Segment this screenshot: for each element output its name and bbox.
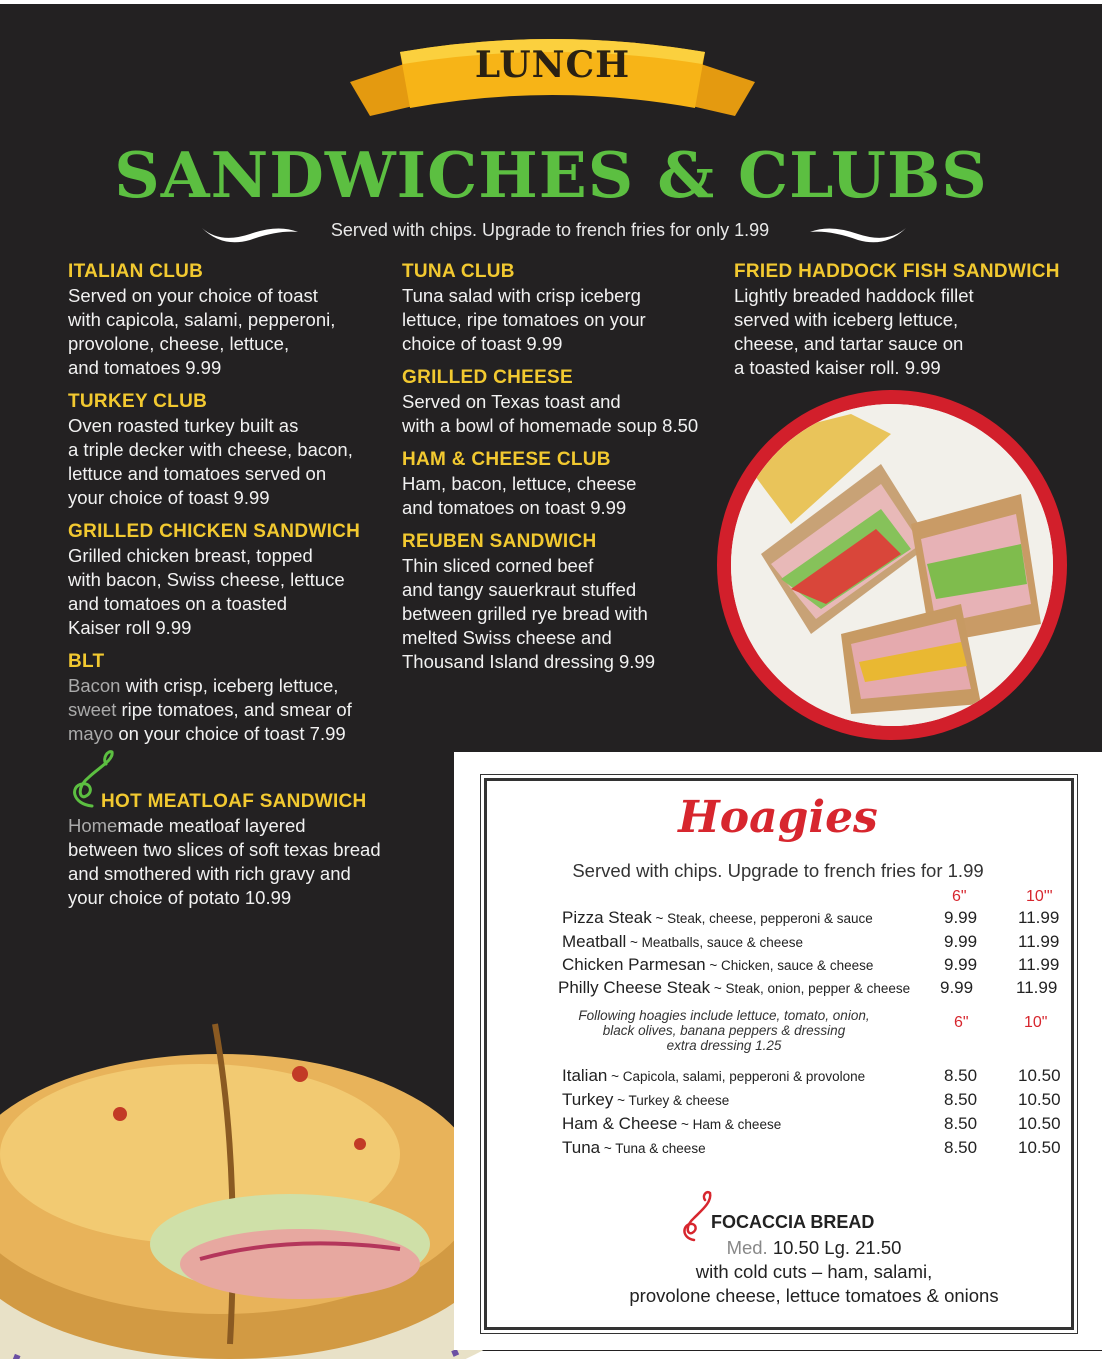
swash-right	[808, 218, 908, 244]
menu-item	[402, 448, 732, 520]
item-title: GRILLED CHICKEN SANDWICH	[68, 521, 361, 542]
item-description: Served on your choice of toast with capicola, salami, pepperoni, provolone, cheese, lettuce, and tomatoes 9.99	[68, 285, 336, 378]
item-title: TUNA CLUB	[402, 261, 515, 282]
dark-panel	[0, 4, 1102, 1351]
menu-item	[68, 520, 398, 640]
menu-item	[402, 530, 732, 674]
club-sandwich-photo	[717, 390, 1067, 740]
item-description: mayo on your choice of toast 7.99	[68, 723, 346, 744]
item-title: BLT	[68, 651, 105, 672]
club-sandwich-image	[731, 404, 1053, 726]
item-description: Bacon with crisp, iceberg lettuce,	[68, 675, 339, 696]
menu-item	[734, 260, 1074, 380]
hoagie-row: Turkey ~ Turkey & cheese 8.50 10.50	[562, 1090, 1061, 1109]
item-description: Lightly breaded haddock fillet served with iceberg lettuce, cheese, and tartar sauce on a toasted kaiser roll. 9.99	[734, 285, 974, 378]
hoagie-row: Ham & Cheese ~ Ham & cheese 8.50 10.50	[562, 1114, 1061, 1133]
item-description: Tuna salad with crisp iceberg lettuce, ripe tomatoes on your choice of toast 9.99	[402, 285, 646, 354]
menu-column-2	[402, 260, 732, 684]
menu-item	[402, 366, 732, 438]
item-description: Oven roasted turkey built as a triple decker with cheese, bacon, lettuce and tomatoes served on your choice of toast 9.99	[68, 415, 353, 508]
item-description: Thin sliced corned beef and tangy sauerkraut stuffed between grilled rye bread with melted Swiss cheese and Thousand Island dressing 9.99	[402, 555, 656, 672]
menu-item-blt	[68, 650, 398, 746]
hoagies-note: Following hoagies include lettuce, tomato, onion, black olives, banana peppers & dressing extra dressing 1.25	[578, 1008, 870, 1053]
focaccia-title: FOCACCIA BREAD	[711, 1212, 875, 1232]
menu-column-3	[734, 260, 1074, 390]
size-header-large-2: 10"	[1024, 1014, 1048, 1031]
item-title: HAM & CHEESE CLUB	[402, 449, 611, 470]
hoagies-title: Hoagies	[678, 792, 878, 843]
item-description: Served on Texas toast and with a bowl of homemade soup 8.50	[402, 391, 699, 436]
item-description: Grilled chicken breast, topped with bacon, Swiss cheese, lettuce and tomatoes on a toasted Kaiser roll 9.99	[68, 545, 345, 638]
item-description: between two slices of soft texas bread and smothered with rich gravy and your choice of potato 10.99	[68, 839, 381, 908]
hoagie-row: Meatball ~ Meatballs, sauce & cheese 9.99 11.99	[562, 932, 1060, 951]
item-title: ITALIAN CLUB	[68, 261, 204, 282]
item-title: GRILLED CHEESE	[402, 367, 573, 388]
banner-label: LUNCH	[474, 44, 631, 86]
hoagie-row: Pizza Steak ~ Steak, cheese, pepperoni & sauce 9.99 11.99	[562, 908, 1060, 927]
size-header-small-2: 6"	[954, 1014, 969, 1031]
size-header-large: 10'"	[1026, 888, 1053, 905]
swash-left	[200, 218, 300, 244]
item-description: Ham, bacon, lettuce, cheese and tomatoes on toast 9.99	[402, 473, 637, 518]
hoagie-row: Italian ~ Capicola, salami, pepperoni & provolone 8.50 10.50	[562, 1066, 1061, 1085]
menu-item	[68, 390, 398, 510]
hoagie-row: Chicken Parmesan ~ Chicken, sauce & cheese 9.99 11.99	[562, 955, 1060, 974]
item-title: HOT MEATLOAF SANDWICH	[101, 791, 367, 812]
size-header-small: 6"	[952, 888, 967, 905]
item-description: Homemade meatloaf layered	[68, 815, 306, 836]
menu-item	[68, 260, 398, 380]
focaccia-details: with cold cuts – ham, salami, provolone cheese, lettuce tomatoes & onions	[629, 1261, 999, 1306]
menu-item	[402, 260, 732, 356]
item-title: FRIED HADDOCK FISH SANDWICH	[734, 261, 1060, 282]
page-subtitle: Served with chips. Upgrade to french fries for only 1.99	[330, 220, 770, 240]
hoagies-subtitle: Served with chips. Upgrade to french fries for 1.99	[572, 860, 984, 881]
hoagie-row: Philly Cheese Steak ~ Steak, onion, pepper & cheese 9.99 11.99	[558, 978, 1058, 997]
menu-column-1	[68, 260, 398, 756]
item-description: sweet ripe tomatoes, and smear of	[68, 699, 352, 720]
hoagie-row: Tuna ~ Tuna & cheese 8.50 10.50	[562, 1138, 1061, 1157]
item-title: REUBEN SANDWICH	[402, 531, 597, 552]
focaccia-description: Med. 10.50 Lg. 21.50	[726, 1237, 902, 1258]
hoagies-section	[454, 752, 1102, 1350]
menu-item-meatloaf	[68, 790, 428, 910]
page-title: SANDWICHES & CLUBS	[114, 138, 988, 212]
item-title: TURKEY CLUB	[68, 391, 208, 412]
